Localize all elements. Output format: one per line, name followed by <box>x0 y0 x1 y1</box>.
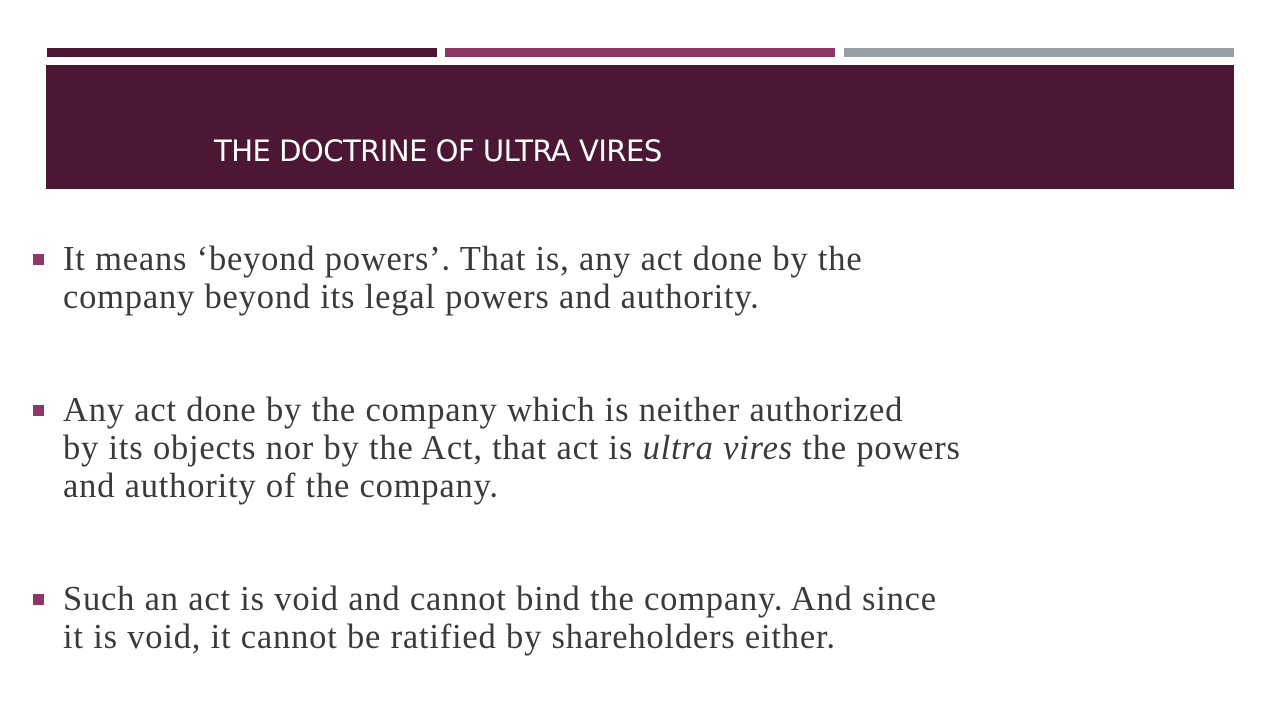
emphasis-term: ultra vires <box>642 429 793 467</box>
bullet-line: It means ‘beyond powers’. That is, any act done by the <box>63 240 863 278</box>
bullet-line: company beyond its legal powers and authority. <box>63 278 760 316</box>
bullet-line: and authority of the company. <box>63 467 499 505</box>
slide-title: THE DOCTRINE OF ULTRA VIRES <box>214 134 662 168</box>
bullet-text <box>63 240 1123 316</box>
bullet-line-part: by its objects nor by the Act, that act is <box>63 429 643 467</box>
square-bullet-icon <box>33 405 44 416</box>
bullet-line: Any act done by the company which is neither authorized <box>63 391 904 429</box>
square-bullet-icon <box>33 254 44 265</box>
bullet-text <box>63 391 1123 505</box>
bullet-line: it is void, it cannot be ratified by shareholders either. <box>63 618 836 656</box>
bullet-text <box>63 580 1123 656</box>
bullet-line: Such an act is void and cannot bind the company. And since <box>63 580 937 618</box>
square-bullet-icon <box>33 594 44 605</box>
bullet-line-part: the powers <box>792 429 961 467</box>
bullet-line <box>63 429 1123 467</box>
